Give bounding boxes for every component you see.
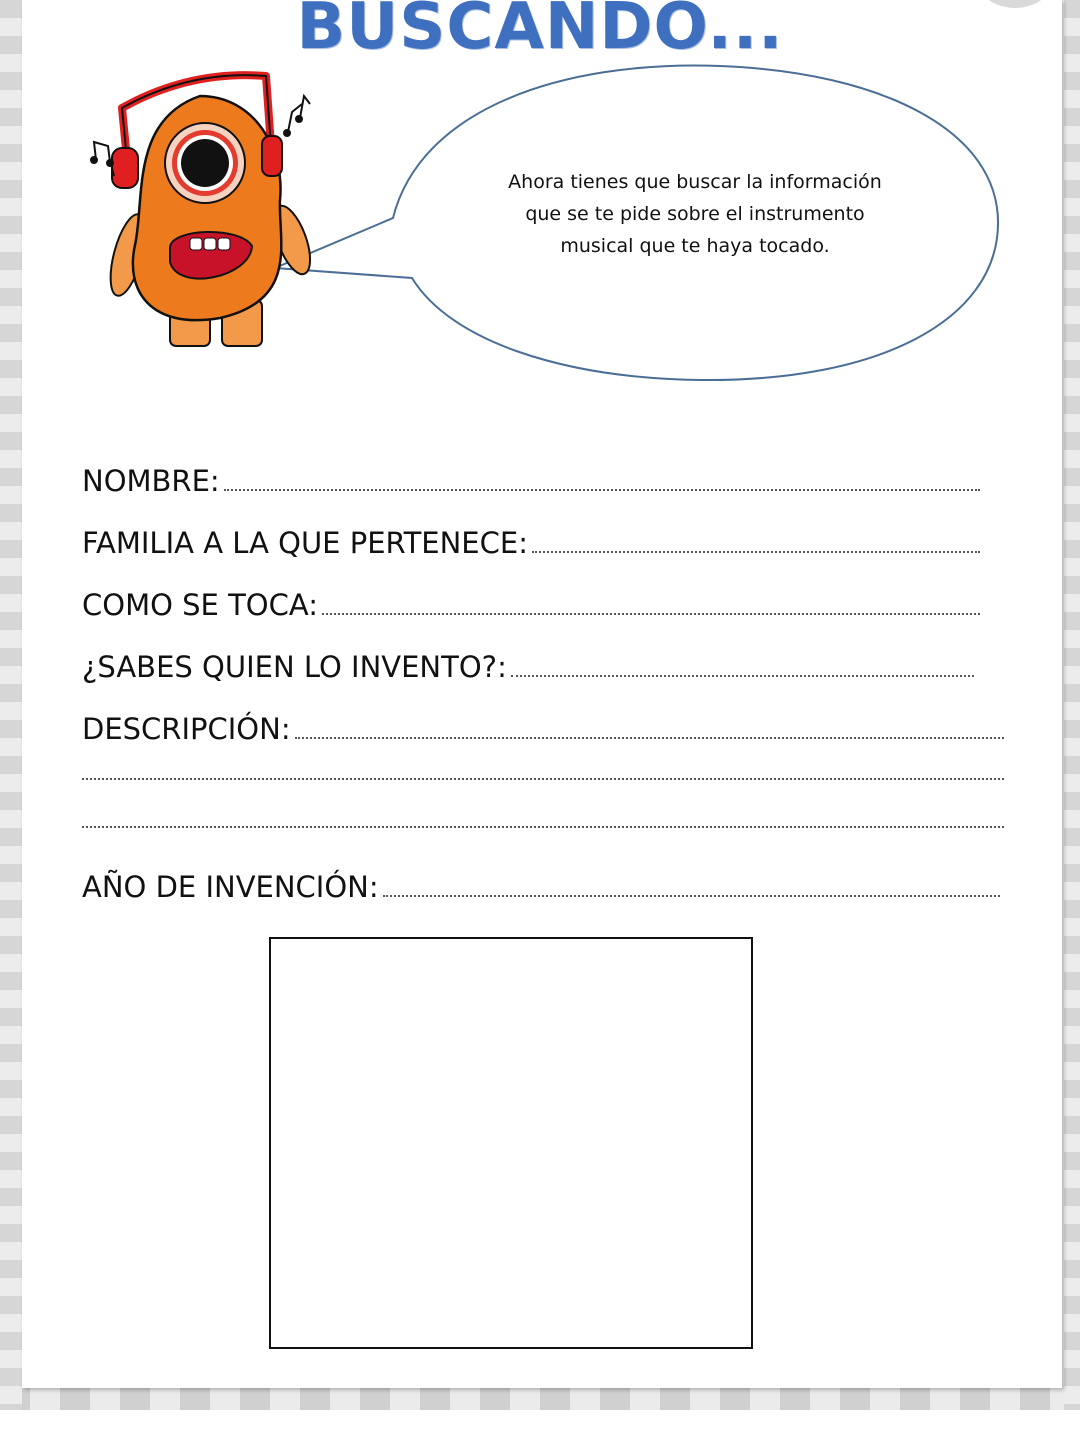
bubble-line-3: musical que te haya tocado. bbox=[560, 235, 830, 257]
field-descripcion bbox=[82, 706, 1004, 746]
field-como-se-toca bbox=[82, 582, 980, 622]
answer-line[interactable] bbox=[224, 487, 980, 491]
bottom-strip bbox=[0, 1410, 1080, 1440]
field-label: NOMBRE: bbox=[82, 464, 220, 498]
worksheet-title: BUSCANDO... bbox=[296, 0, 784, 64]
answer-line[interactable] bbox=[511, 673, 974, 677]
answer-line[interactable] bbox=[295, 735, 1004, 739]
bubble-line-1: Ahora tienes que buscar la información bbox=[508, 171, 882, 193]
field-label: AÑO DE INVENCIÓN: bbox=[82, 870, 379, 904]
answer-line[interactable] bbox=[383, 893, 1000, 897]
speech-bubble-text bbox=[470, 166, 920, 262]
music-note-icon-2 bbox=[284, 96, 310, 136]
music-note-icon bbox=[91, 142, 114, 176]
answer-line[interactable] bbox=[532, 549, 980, 553]
field-label: COMO SE TOCA: bbox=[82, 588, 318, 622]
descripcion-line-3[interactable] bbox=[82, 826, 1004, 828]
field-familia bbox=[82, 520, 980, 560]
field-inventor bbox=[82, 644, 974, 684]
drawing-box[interactable] bbox=[269, 937, 753, 1349]
field-label: FAMILIA A LA QUE PERTENECE: bbox=[82, 526, 528, 560]
descripcion-line-2[interactable] bbox=[82, 778, 1004, 780]
answer-line[interactable] bbox=[322, 611, 980, 615]
field-nombre bbox=[82, 458, 980, 498]
bubble-line-2: que se te pide sobre el instrumento bbox=[525, 203, 865, 225]
field-label: ¿SABES QUIEN LO INVENTO?: bbox=[82, 650, 507, 684]
field-ano-invencion bbox=[82, 864, 1000, 904]
field-label: DESCRIPCIÓN: bbox=[82, 712, 291, 746]
